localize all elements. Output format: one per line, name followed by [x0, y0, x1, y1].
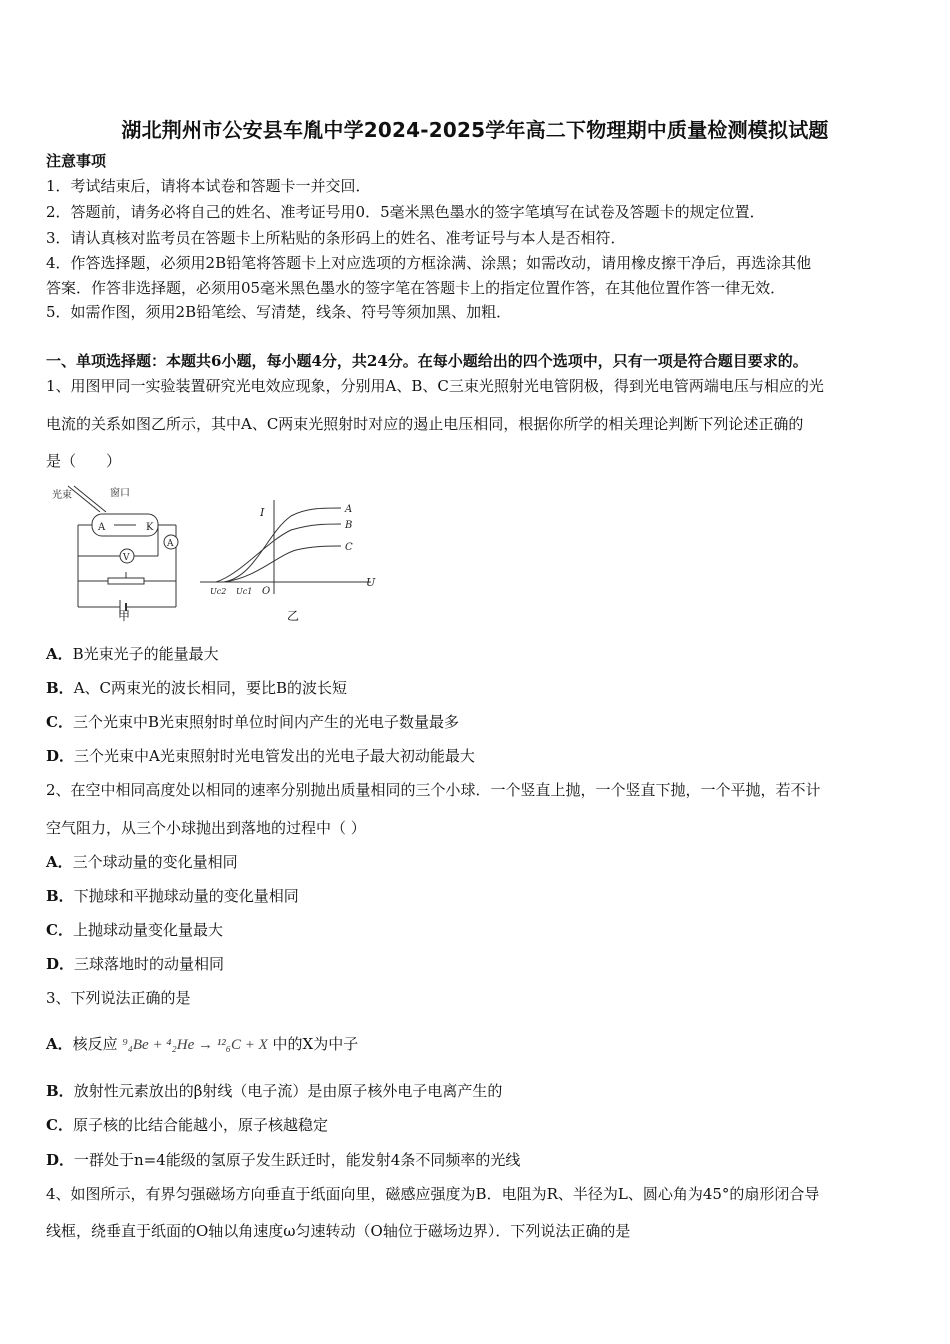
option-key: D．	[46, 1151, 75, 1169]
option-key: B．	[46, 1082, 74, 1100]
iu-graph-yi	[196, 494, 376, 604]
curve-c-label: C	[345, 542, 353, 553]
option-key: B．	[46, 679, 74, 697]
option-key: A．	[46, 1035, 73, 1053]
option-item	[46, 1034, 358, 1055]
option-item	[46, 920, 223, 940]
curve-a-label: A	[345, 504, 353, 515]
option-text: 放射性元素放出的β射线（电子流）是由原子核外电子电离产生的	[73, 1082, 503, 1100]
figure-caption-jia: 甲	[118, 609, 131, 623]
option-text: 三个光束中B光束照射时单位时间内产生的光电子数量最多	[72, 713, 459, 731]
voltmeter-label: V	[123, 553, 130, 563]
anode-label: A	[98, 522, 106, 533]
option-text: 三个光束中A光束照射时光电管发出的光电子最大初动能最大	[74, 747, 475, 765]
light-beam-line	[74, 486, 106, 512]
option-text: 三球落地时的动量相同	[74, 955, 225, 973]
u-axis-label: U	[366, 576, 376, 589]
notice-item: 答案．作答非选择题，必须用05毫米黑色墨水的签字笔在答题卡上的指定位置作答，在其他位置作答一律无效．	[46, 279, 786, 297]
i-axis-label: I	[260, 506, 265, 519]
cathode-label: K	[146, 522, 154, 533]
option-text: 核反应	[72, 1035, 118, 1053]
option-key: A．	[46, 645, 73, 663]
option-text: 下抛球和平抛球动量的变化量相同	[73, 887, 299, 905]
uc1-label: Uc1	[236, 587, 253, 596]
option-item	[46, 644, 219, 664]
option-key: D．	[46, 747, 75, 765]
section-heading: 一、单项选择题：本题共6小题，每小题4分，共24分。在每小题给出的四个选项中，只有一项是符合题目要求的。	[46, 352, 808, 370]
option-text: 中的X为中子	[272, 1035, 359, 1053]
question-4-stem: 4、如图所示，有界匀强磁场方向垂直于纸面向里，磁感应强度为B．电阻为R、半径为L、圆心角为45°的扇形闭合导	[46, 1185, 820, 1203]
curve-a	[224, 508, 341, 582]
option-key: D．	[46, 955, 75, 973]
uc2-label: Uc2	[210, 587, 227, 596]
figure-caption-yi: 乙	[287, 609, 300, 623]
rheostat	[108, 578, 144, 584]
page-title: 湖北荆州市公安县车胤中学2024-2025学年高二下物理期中质量检测模拟试题	[121, 118, 829, 142]
option-item	[46, 852, 238, 872]
option-item	[46, 678, 347, 698]
curve-b-label: B	[345, 520, 353, 531]
curve-b	[216, 524, 341, 582]
question-1-stem: 是（ ）	[46, 452, 122, 470]
option-key: A．	[46, 853, 73, 871]
option-key: B．	[46, 887, 74, 905]
question-2-stem: 2、在空中相同高度处以相同的速率分别抛出质量相同的三个小球．一个竖直上抛，一个竖直下抛，一个平抛，若不计	[46, 781, 821, 799]
ammeter-label: A	[167, 539, 174, 549]
window-label: 窗口	[110, 488, 130, 499]
option-key: C．	[46, 1116, 73, 1134]
notice-item: 3．请认真核对监考员在答题卡上所粘贴的条形码上的姓名、准考证号与本人是否相符．	[46, 229, 626, 247]
option-item	[46, 712, 459, 732]
option-item	[46, 1115, 328, 1135]
question-1-stem: 电流的关系如图乙所示，其中A、C两束光照射时对应的遏止电压相同，根据你所学的相关理论判断下列论述正确的	[46, 415, 804, 433]
question-4-stem: 线框，绕垂直于纸面的O轴以角速度ω匀速转动（O轴位于磁场边界）．下列说法正确的是	[46, 1222, 631, 1240]
question-3-stem: 3、下列说法正确的是	[46, 989, 191, 1007]
option-item	[46, 1150, 520, 1170]
option-text: 三个球动量的变化量相同	[72, 853, 238, 871]
light-beam-line	[68, 486, 100, 512]
curve-c	[224, 546, 341, 582]
notice-heading: 注意事项	[46, 152, 107, 170]
option-text: 上抛球动量变化量最大	[72, 921, 223, 939]
notice-item: 2．答题前，请务必将自己的姓名、准考证号用0．5毫米黑色墨水的签字笔填写在试卷及答题卡的规定位置．	[46, 203, 765, 221]
origin-label: O	[262, 586, 271, 597]
notice-item: 5．如需作图，须用2B铅笔绘、写清楚，线条、符号等须加黑、加粗．	[46, 303, 512, 321]
notice-item: 1．考试结束后，请将本试卷和答题卡一并交回．	[46, 177, 371, 195]
beam-label: 光束	[52, 490, 72, 501]
option-text: B光束光子的能量最大	[72, 645, 219, 663]
option-item	[46, 746, 475, 766]
question-1-stem: 1、用图甲同一实验装置研究光电效应现象，分别用A、B、C三束光照射光电管阴极，得到光电管两端电压与相应的光	[46, 377, 824, 395]
nuclear-reaction-formula: ⁹₄Be + ⁴₂He → ¹²₆C + X	[122, 1037, 268, 1053]
option-text: A、C两束光的波长相同，要比B的波长短	[73, 679, 348, 697]
option-item	[46, 954, 224, 974]
option-key: C．	[46, 713, 73, 731]
option-item	[46, 886, 299, 906]
question-2-stem: 空气阻力，从三个小球抛出到落地的过程中（ ）	[46, 819, 366, 837]
option-text: 一群处于n=4能级的氢原子发生跃迁时，能发射4条不同频率的光线	[74, 1151, 521, 1169]
circuit-diagram-jia	[48, 482, 188, 620]
option-key: C．	[46, 921, 73, 939]
notice-item: 4．作答选择题，必须用2B铅笔将答题卡上对应选项的方框涂满、涂黑；如需改动，请用橡皮擦干净后，再选涂其他	[46, 254, 812, 272]
option-item	[46, 1081, 502, 1101]
option-text: 原子核的比结合能越小，原子核越稳定	[72, 1116, 328, 1134]
